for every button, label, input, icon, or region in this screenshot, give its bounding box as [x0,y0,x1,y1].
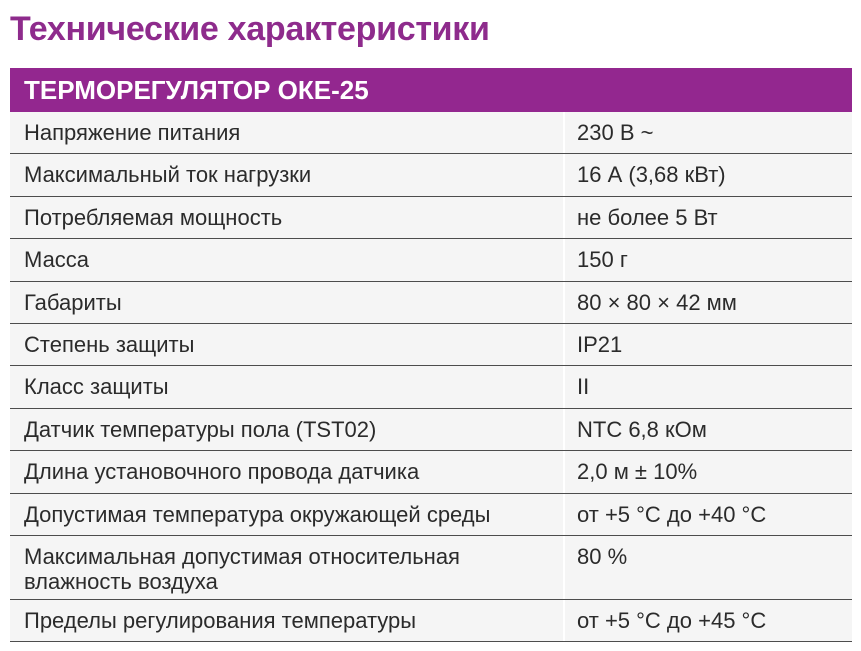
spec-value: 80 % [563,536,852,599]
table-row [10,366,852,408]
table-row [10,600,852,642]
spec-label: Максимальный ток нагрузки [24,162,312,188]
spec-value: IP21 [563,324,852,365]
spec-value: от +5 °C до +40 °C [563,494,852,535]
spec-value: 230 В ~ [563,112,852,153]
spec-label: Потребляемая мощность [24,204,283,230]
spec-value: NTC 6,8 кОм [563,409,852,450]
table-row [10,536,852,600]
spec-label: Масса [24,247,90,273]
table-row [10,494,852,536]
spec-label: Допустимая температура окружающей среды [24,501,491,527]
spec-label: Степень защиты [24,331,195,357]
spec-value: от +5 °C до +45 °C [563,600,852,641]
spec-value: 2,0 м ± 10% [563,451,852,492]
table-row [10,324,852,366]
spec-value: 150 г [563,239,852,280]
spec-value: не более 5 Вт [563,197,852,238]
page-title: Технические характеристики [10,10,490,48]
spec-label: Габариты [24,289,122,315]
spec-label: Длина установочного провода датчика [24,459,420,485]
spec-value: II [563,366,852,407]
table-header: ТЕРМОРЕГУЛЯТОР ОКЕ-25 [10,68,852,112]
table-row [10,154,852,196]
table-row [10,239,852,281]
spec-label: Максимальная допустимая относительная влажность воздуха [24,543,460,594]
spec-value: 16 А (3,68 кВт) [563,154,852,195]
spec-label: Класс защиты [24,374,169,400]
table-row [10,112,852,154]
spec-label: Пределы регулирования температуры [24,607,417,633]
spec-value: 80 × 80 × 42 мм [563,282,852,323]
spec-label: Датчик температуры пола (TST02) [24,416,377,442]
table-row [10,451,852,493]
table-row [10,282,852,324]
table-row [10,409,852,451]
spec-table [10,68,852,642]
table-row [10,197,852,239]
spec-label: Напряжение питания [24,120,241,145]
